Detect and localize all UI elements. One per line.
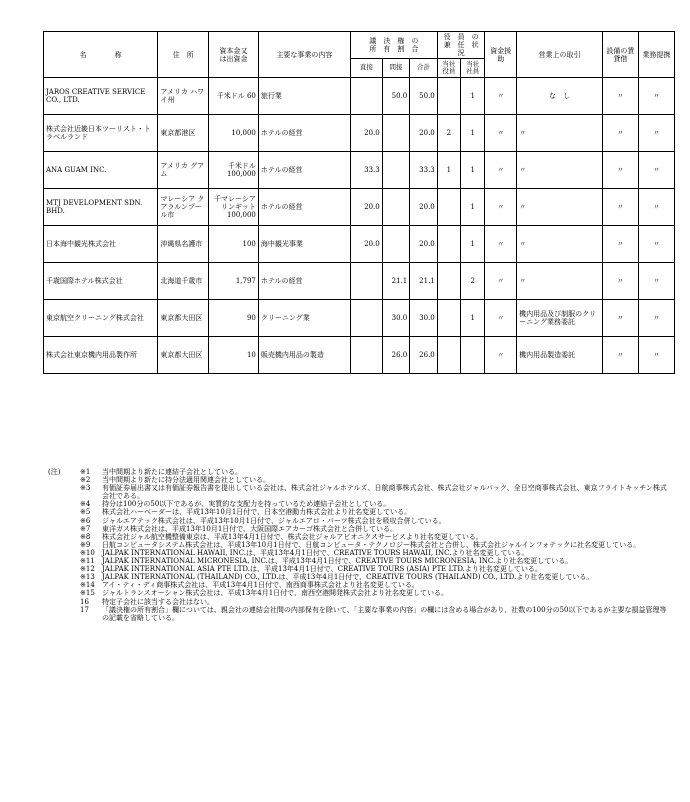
header-voting: 議 決 権 の 所 有 割 合 — [350, 32, 437, 59]
note-item — [48, 484, 673, 500]
note-number: ※11 — [80, 557, 95, 566]
note-item — [48, 517, 673, 525]
cell-total: 50.0 — [410, 78, 438, 115]
cell-svc: 〃 — [638, 78, 674, 115]
note-text: 日航コンピュータシステム株式会社は、平成13年10月1日付で、日航コンピュータ・テクノロジー株式会社と合併し、株式会社ジャルインフォテックに社名変更している。 — [102, 540, 641, 549]
header-officers: 役 員 の 兼 任 状 況 — [437, 32, 485, 59]
cell-name: 株式会社東京機内用品製作所 — [44, 337, 158, 374]
note-text: ジャルトランスオーシャン株式会社は、平成13年4月1日付で、南西空港開発株式会社より社名変更している。 — [102, 589, 449, 598]
note-number: ※3 — [80, 484, 91, 493]
cell-fund: 〃 — [485, 337, 517, 374]
note-number: 16 — [80, 597, 89, 606]
cell-fac: 〃 — [602, 78, 638, 115]
header-capital: 資本金又 は出資金 — [209, 32, 259, 78]
cell-fund: 〃 — [485, 263, 517, 300]
cell-indirect: 50.0 — [382, 78, 410, 115]
cell-fund: 〃 — [485, 115, 517, 152]
cell-trans: 〃 — [517, 152, 603, 189]
note-item — [48, 468, 673, 476]
cell-trans: 〃 — [517, 115, 603, 152]
note-label — [48, 533, 80, 541]
note-label — [48, 508, 80, 516]
header-funding: 資金援助 — [485, 32, 517, 78]
cell-trans: 〃 — [517, 189, 603, 226]
cell-off-e: 1 — [461, 152, 485, 189]
cell-off-c — [437, 300, 460, 337]
cell-off-c — [437, 226, 460, 263]
cell-fac: 〃 — [602, 189, 638, 226]
cell-fac: 〃 — [602, 263, 638, 300]
note-number: ※1 — [80, 468, 91, 476]
cell-trans: 〃 — [517, 263, 603, 300]
note-text: JALPAK INTERNATIONAL ASIA PTE LTD.は、平成13年4月1日付で、CREATIVE TOURS (ASIA) PTE LTD.より社名変更している。 — [102, 565, 542, 574]
cell-direct: 20.0 — [350, 115, 382, 152]
note-label — [48, 606, 80, 622]
cell-trans: 機内用品及び制服のクリーニング業務委託 — [517, 300, 603, 337]
cell-off-c: 1 — [437, 152, 460, 189]
note-number: ※7 — [80, 524, 91, 533]
note-number: ※2 — [80, 476, 91, 485]
cell-total: 26.0 — [410, 337, 438, 374]
cell-trans: 機内用品製造委託 — [517, 337, 603, 374]
note-item — [48, 549, 673, 557]
cell-name: 東京航空クリーニング株式会社 — [44, 300, 158, 337]
note-number: ※4 — [80, 500, 91, 509]
cell-off-e: 1 — [461, 300, 485, 337]
cell-off-e: 1 — [461, 78, 485, 115]
cell-total: 30.0 — [410, 300, 438, 337]
note-label — [48, 573, 80, 581]
cell-address: アメリカ ハワイ州 — [158, 78, 209, 115]
note-text: 株式会社ハーベーダーは、平成13年10月1日付で、日本空港動力株式会社より社名変更している。 — [102, 508, 412, 517]
header-direct: 直接 — [350, 59, 382, 78]
table-row — [44, 115, 675, 152]
affiliates-table — [43, 31, 675, 374]
cell-capital: 千米ドル 100,000 — [209, 152, 259, 189]
cell-off-e: 1 — [461, 115, 485, 152]
note-text: 「議決権の所有割合」欄については、親会社の連結会社間の内部保有を除いて、「主要な事業の内容」の欄には含める場合があり、社数の100分の50以下であるが主要な損益管理等の記載を省略している。 — [102, 605, 667, 622]
note-label — [48, 557, 80, 565]
note-label — [48, 500, 80, 508]
note-item — [48, 508, 673, 516]
header-name: 名 称 — [44, 32, 158, 78]
cell-total: 20.0 — [410, 189, 438, 226]
cell-indirect — [382, 115, 410, 152]
cell-fac: 〃 — [602, 337, 638, 374]
cell-total: 33.3 — [410, 152, 438, 189]
header-total: 合計 — [410, 59, 438, 78]
cell-svc: 〃 — [638, 115, 674, 152]
cell-trans: 〃 — [517, 226, 603, 263]
cell-capital: 100 — [209, 226, 259, 263]
note-number: ※14 — [80, 581, 95, 590]
cell-direct — [350, 300, 382, 337]
cell-off-c — [437, 337, 460, 374]
note-text: JALPAK INTERNATIONAL HAWAII, INC.は、平成13年4月1日付で、CREATIVE TOURS HAWAII, INC.より社名変更している。 — [102, 548, 529, 557]
cell-direct: 20.0 — [350, 226, 382, 263]
cell-svc: 〃 — [638, 189, 674, 226]
note-label — [48, 581, 80, 589]
header-transactions: 営業上の取引 — [517, 32, 603, 78]
cell-trans: な し — [517, 78, 603, 115]
note-text: ジャルエアテック株式会社は、平成13年10月1日付で、ジャルエアロ・パーツ株式会社を吸収合併している。 — [102, 516, 446, 525]
note-item — [48, 533, 673, 541]
cell-business: ホテルの経営 — [258, 189, 350, 226]
cell-address: 東京都港区 — [158, 115, 209, 152]
note-item — [48, 606, 673, 622]
cell-indirect — [382, 152, 410, 189]
cell-direct: 20.0 — [350, 189, 382, 226]
note-item — [48, 557, 673, 565]
cell-fund: 〃 — [485, 189, 517, 226]
note-item — [48, 598, 673, 606]
cell-name: 千歳国際ホテル株式会社 — [44, 263, 158, 300]
cell-business: 海中観光事業 — [258, 226, 350, 263]
note-label — [48, 598, 80, 606]
cell-direct — [350, 263, 382, 300]
table-row — [44, 300, 675, 337]
cell-fund: 〃 — [485, 152, 517, 189]
cell-fac: 〃 — [602, 226, 638, 263]
cell-indirect — [382, 189, 410, 226]
table-row — [44, 152, 675, 189]
cell-address: 北海道千歳市 — [158, 263, 209, 300]
note-number: ※12 — [80, 565, 95, 574]
note-label: (注) — [48, 468, 61, 476]
table-row — [44, 78, 675, 115]
cell-name: MTJ DEVELOPMENT SDN. BHD. — [44, 189, 158, 226]
cell-fund: 〃 — [485, 78, 517, 115]
header-business: 主要な事業の内容 — [258, 32, 350, 78]
cell-address: 東京都大田区 — [158, 337, 209, 374]
note-number: ※15 — [80, 589, 95, 598]
cell-off-e — [461, 337, 485, 374]
cell-name: ANA GUAM INC. — [44, 152, 158, 189]
note-number: ※10 — [80, 548, 95, 557]
header-off-concurrent: 当社役員 — [437, 59, 460, 78]
cell-capital: 10,000 — [209, 115, 259, 152]
cell-address: アメリカ グアム — [158, 152, 209, 189]
table-row — [44, 337, 675, 374]
note-label — [48, 525, 80, 533]
cell-fund: 〃 — [485, 226, 517, 263]
cell-capital: 10 — [209, 337, 259, 374]
cell-direct: 33.3 — [350, 152, 382, 189]
cell-business: ホテルの経営 — [258, 263, 350, 300]
cell-direct — [350, 337, 382, 374]
note-text: 有価証券届出書又は有価証券報告書を提出している会社は、株式会社ジャルホテルズ、日航商事株式会社、株式会社ジャルパック、全日空商事株式会社、東京フライトキッチン株式会社である。 — [102, 484, 667, 501]
cell-fac: 〃 — [602, 300, 638, 337]
note-text: JALPAK INTERNATIONAL (THAILAND) CO., LTD.は、平成13年4月1日付で、CREATIVE TOURS (THAILAND) CO., LTD.より社名変更している。 — [102, 573, 594, 582]
note-label — [48, 565, 80, 573]
cell-fund: 〃 — [485, 300, 517, 337]
cell-total: 21.1 — [410, 263, 438, 300]
note-item — [48, 476, 673, 484]
cell-direct — [350, 78, 382, 115]
cell-off-c: 2 — [437, 115, 460, 152]
note-text: 当中間期より新たに持分法適用関連会社としている。 — [102, 476, 270, 485]
header-address: 住 所 — [158, 32, 209, 78]
cell-capital: 千米ドル 60 — [209, 78, 259, 115]
note-number: 17 — [80, 605, 89, 614]
note-text: 持分は100分の50以下であるが、実質的な支配力を持っているため連結子会社としている。 — [102, 500, 391, 509]
cell-indirect: 30.0 — [382, 300, 410, 337]
note-text: JALPAK INTERNATIONAL MICRONESIA, INC.は、平成13年4月1日付で、CREATIVE TOURS MICRONESIA, INC.より社名変更している。 — [102, 557, 573, 566]
cell-business: ホテルの経営 — [258, 152, 350, 189]
cell-off-e: 2 — [461, 263, 485, 300]
header-indirect: 間接 — [382, 59, 410, 78]
cell-business: 販売機内用品の製造 — [258, 337, 350, 374]
cell-capital: 90 — [209, 300, 259, 337]
note-number: ※13 — [80, 573, 95, 582]
cell-fac: 〃 — [602, 115, 638, 152]
cell-svc: 〃 — [638, 300, 674, 337]
cell-name: 日本海中観光株式会社 — [44, 226, 158, 263]
note-number: ※8 — [80, 532, 91, 541]
note-label — [48, 541, 80, 549]
cell-name: 株式会社近畿日本ツーリスト・トラベルランド — [44, 115, 158, 152]
note-number: ※5 — [80, 508, 91, 517]
cell-svc: 〃 — [638, 152, 674, 189]
cell-address: マレーシア クアラルンプール市 — [158, 189, 209, 226]
cell-business: 旅行業 — [258, 78, 350, 115]
cell-off-c — [437, 189, 460, 226]
note-label — [48, 476, 80, 484]
cell-svc: 〃 — [638, 337, 674, 374]
note-text: 東洋ガス株式会社は、平成13年10月1日付で、大阪国際エアカーゴ株式会社と合併している。 — [102, 524, 398, 533]
cell-total: 20.0 — [410, 115, 438, 152]
cell-indirect: 26.0 — [382, 337, 410, 374]
note-number: ※9 — [80, 540, 91, 549]
header-off-employee: 当社社員 — [461, 59, 485, 78]
cell-indirect: 21.1 — [382, 263, 410, 300]
note-item — [48, 565, 673, 573]
note-label — [48, 484, 80, 500]
header-services: 業務提携 — [638, 32, 674, 78]
cell-svc: 〃 — [638, 226, 674, 263]
cell-address: 東京都大田区 — [158, 300, 209, 337]
cell-off-e: 1 — [461, 226, 485, 263]
table-row — [44, 226, 675, 263]
table-row — [44, 263, 675, 300]
note-item — [48, 541, 673, 549]
note-text: 当中間期より新たに連結子会社としている。 — [102, 468, 242, 476]
cell-off-c — [437, 263, 460, 300]
note-text: アイ・ティ・ディ商事株式会社は、平成13年4月1日付で、南西商事株式会社より社名変更している。 — [102, 581, 419, 590]
notes-section — [48, 468, 673, 622]
cell-capital: 1,797 — [209, 263, 259, 300]
note-item — [48, 525, 673, 533]
note-text: 特定子会社に該当する会社はない。 — [102, 597, 214, 606]
cell-business: クリーニング業 — [258, 300, 350, 337]
note-text: 株式会社ジャル航空機整備東京は、平成13年4月1日付で、株式会社ジャルアビオニクスサービスより社名変更している。 — [102, 532, 483, 541]
cell-off-e: 1 — [461, 189, 485, 226]
header-facilities: 設備の賃貸借 — [602, 32, 638, 78]
cell-fac: 〃 — [602, 152, 638, 189]
note-item — [48, 589, 673, 597]
note-label — [48, 517, 80, 525]
cell-total: 20.0 — [410, 226, 438, 263]
note-label — [48, 589, 80, 597]
cell-name: JAROS CREATIVE SERVICE CO., LTD. — [44, 78, 158, 115]
table-row — [44, 189, 675, 226]
note-label — [48, 549, 80, 557]
cell-svc: 〃 — [638, 263, 674, 300]
cell-capital: 千マレーシアリンギット 100,000 — [209, 189, 259, 226]
cell-off-c — [437, 78, 460, 115]
note-number: ※6 — [80, 516, 91, 525]
cell-business: ホテルの経営 — [258, 115, 350, 152]
cell-address: 沖縄県名護市 — [158, 226, 209, 263]
cell-indirect — [382, 226, 410, 263]
